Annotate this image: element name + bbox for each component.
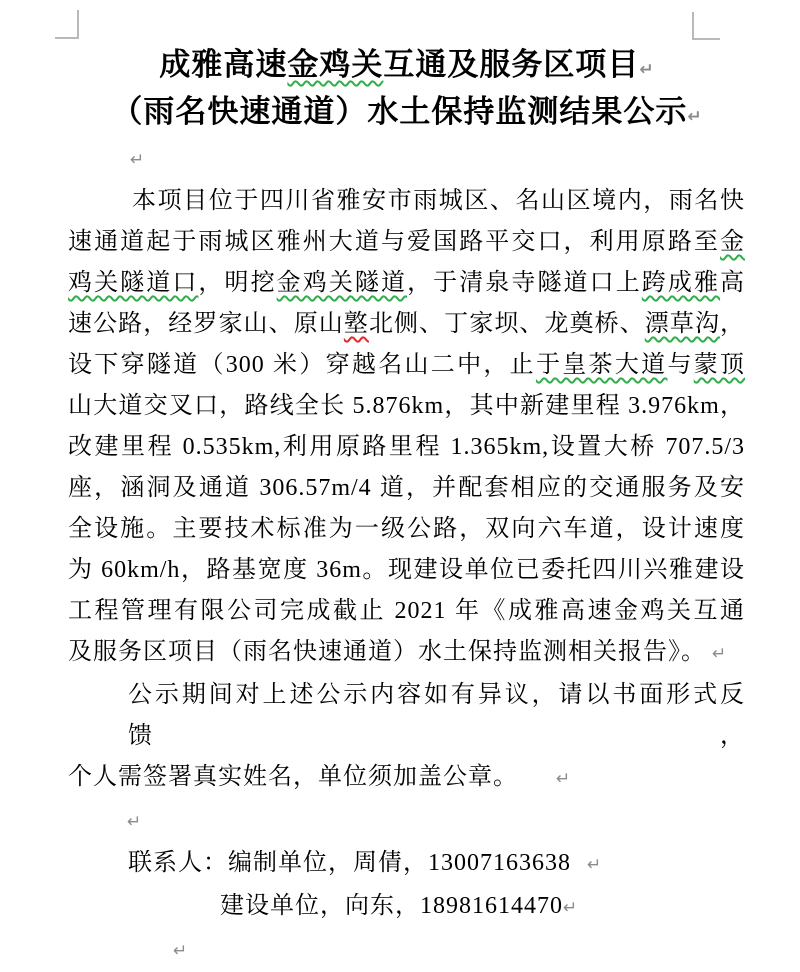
body-block [68,181,745,800]
text-segment: 工程管理有限公司完成截止 2021 年《成雅高速金鸡关互通 [68,598,745,624]
text-line[interactable] [68,263,745,304]
text-line[interactable] [68,181,745,222]
blank-block [68,800,745,843]
text-line[interactable] [68,509,745,550]
text-segment: 高 [720,270,746,296]
text-segment: 为 60km/h，路基宽度 36m。现建设单位已委托四川兴雅建设 [68,557,745,583]
text-line[interactable] [68,427,745,468]
text-segment: 及服务区项目（雨名快速通道）水土保持监测相关报告》。 [68,639,706,665]
paragraph-mark-icon: ↵ [712,644,727,664]
text-segment: 改建里程 0.535km,利用原路里程 1.365km,设置大桥 707.5/3 [68,434,745,460]
misspelling-red-squiggle: 墪 [343,311,369,337]
misspelling-green-squiggle: 蒙顶 [693,352,746,378]
text-segment: 速公路，经罗家山、原山 [68,311,344,337]
text-line[interactable] [68,468,745,509]
blank-block [68,138,745,181]
text-line[interactable] [68,138,745,181]
misspelling-green-squiggle: 金鸡关 [287,47,384,82]
text-segment: 联系人：编制单位，周倩，13007163638 [128,850,571,876]
text-segment: 公示期间对上述公示内容如有异议，请以书面形式反馈， [128,682,745,749]
text-segment: 北侧、丁家坝、龙奠桥、 [368,311,645,337]
paragraph-mark-icon: ↵ [130,150,145,170]
text-segment: 设下穿隧道（300 米）穿越名山二中，止 [68,352,536,378]
text-segment: 速通道起于雨城区雅州大道与爱国路平交口，利用原路至 [68,229,720,255]
text-segment: （雨名快速通道）水土保持监测结果公示 [111,94,688,129]
text-segment: 成雅高速 [159,47,288,82]
text-segment: 本项目位于四川省雅安市雨城区、名山区境内，雨名快 [132,188,745,214]
text-segment: 座，涵洞及通道 306.57m/4 道，并配套相应的交通服务及安 [68,475,745,501]
text-segment: 建设单位，向东，18981614470 [220,893,563,919]
paragraph-mark-icon: ↵ [556,769,571,789]
misspelling-green-squiggle: 金 [720,229,745,255]
paragraph-mark-icon: ↵ [173,941,188,961]
misspelling-green-squiggle: 金鸡关隧道 [276,270,408,296]
paragraph-mark-icon: ↵ [687,107,702,127]
misspelling-green-squiggle: 漂草沟 [644,311,721,337]
text-line[interactable] [68,632,745,675]
text-segment: 与 [667,352,694,378]
text-line[interactable] [68,386,745,427]
text-line[interactable] [68,304,745,345]
text-segment: ，于清泉寺隧道口上 [407,270,642,296]
text-segment: 个人需签署真实姓名，单位须加盖公章。 [68,764,518,790]
misspelling-green-squiggle: 跨成雅 [641,270,721,296]
contact-block [68,843,745,929]
text-line[interactable] [68,222,745,263]
text-line[interactable] [68,345,745,386]
paragraph-mark-icon: ↵ [127,812,142,832]
misspelling-green-squiggle: 鸡关隧道口 [68,270,199,296]
title-line[interactable] [68,91,745,138]
text-line[interactable] [68,929,745,972]
text-segment: ，明挖 [198,270,277,296]
title-block [68,44,745,138]
text-line[interactable] [68,550,745,591]
text-segment: 全设施。主要技术标准为一级公路，双向六车道，设计速度 [68,516,745,542]
paragraph-mark-icon: ↵ [639,60,654,80]
text-line[interactable] [68,800,745,843]
text-line[interactable] [68,843,745,886]
blank-block [68,929,745,972]
text-line[interactable] [68,757,745,800]
text-segment: 互通及服务区项目 [383,47,640,82]
document-content [68,0,745,972]
paragraph-mark-icon: ↵ [563,898,578,918]
text-segment: 山大道交叉口，路线全长 5.876km，其中新建里程 3.976km， [68,393,745,419]
text-line[interactable] [68,675,745,757]
text-segment: ， [720,311,746,337]
text-line[interactable] [68,591,745,632]
misspelling-green-squiggle: 于皇茶大道 [535,352,668,378]
paragraph-mark-icon: ↵ [587,855,602,875]
title-line[interactable] [68,44,745,91]
text-line[interactable] [68,886,745,929]
